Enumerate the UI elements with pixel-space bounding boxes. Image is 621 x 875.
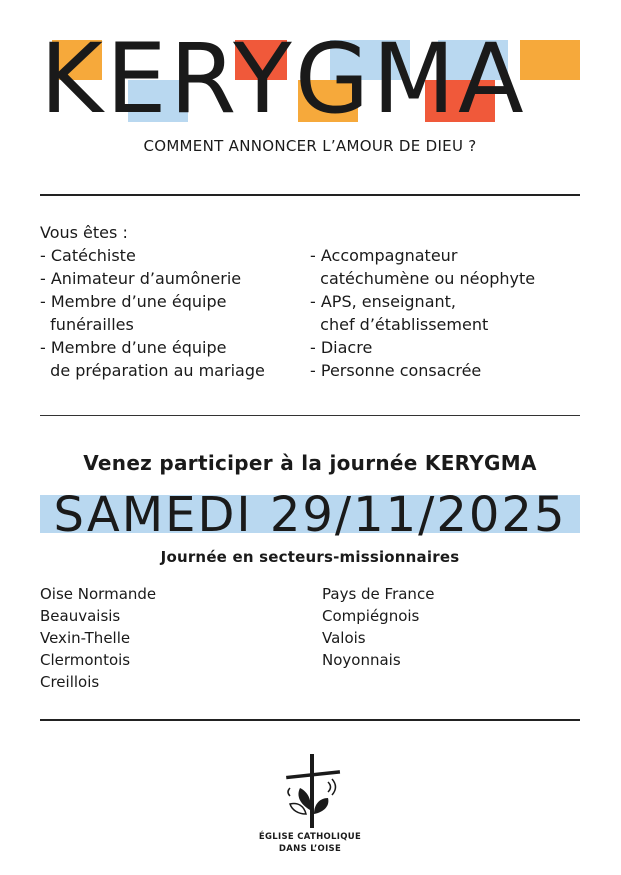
audience-item: funérailles (40, 315, 134, 334)
audience-section (40, 221, 580, 380)
sector-item: Clermontois (40, 651, 131, 669)
audience-item: - Accompagnateur (310, 246, 458, 265)
audience-item: - Catéchiste (40, 246, 136, 265)
title-banner (40, 23, 580, 135)
sector-item: Beauvaisis (40, 607, 121, 625)
sector-item: Vexin-Thelle (40, 629, 131, 647)
audience-item: catéchumène ou néophyte (310, 269, 536, 288)
sector-item: Creillois (40, 673, 100, 691)
sector-item: Pays de France (322, 585, 435, 603)
day-subtitle: Journée en secteurs-missionnaires (160, 548, 460, 566)
sector-item: Oise Normande (40, 585, 157, 603)
sector-item: Noyonnais (322, 651, 401, 669)
audience-item: - Personne consacrée (310, 361, 482, 380)
audience-item: - Membre d’une équipe (40, 338, 227, 357)
logo-text-line1: ÉGLISE CATHOLIQUE (258, 832, 362, 842)
sector-item: Compiégnois (322, 607, 420, 625)
divider-bottom (40, 719, 580, 721)
audience-item: - Animateur d’aumônerie (40, 269, 242, 288)
audience-heading: Vous êtes : (40, 223, 128, 242)
audience-list-right (310, 244, 580, 382)
sector-item: Valois (322, 629, 366, 647)
logo-text-line2: DANS L’OISE (278, 844, 342, 854)
page-title: KERYGMA (40, 23, 527, 135)
invite-heading: Venez participer à la journée KERYGMA (83, 451, 537, 475)
audience-list-left (40, 244, 310, 382)
sector-list-left (40, 583, 320, 693)
diocese-cross-logo-icon (270, 752, 350, 832)
sector-list-right (322, 583, 580, 671)
audience-item: - APS, enseignant, (310, 292, 456, 311)
page-subtitle: COMMENT ANNONCER L’AMOUR DE DIEU ? (143, 137, 477, 155)
divider-middle (40, 415, 580, 416)
audience-item: - Diacre (310, 338, 373, 357)
audience-item: chef d’établissement (310, 315, 489, 334)
event-date: SAMEDI 29/11/2025 (53, 487, 567, 543)
audience-item: - Membre d’une équipe (40, 292, 227, 311)
divider-top (40, 194, 580, 196)
audience-item: de préparation au mariage (40, 361, 265, 380)
